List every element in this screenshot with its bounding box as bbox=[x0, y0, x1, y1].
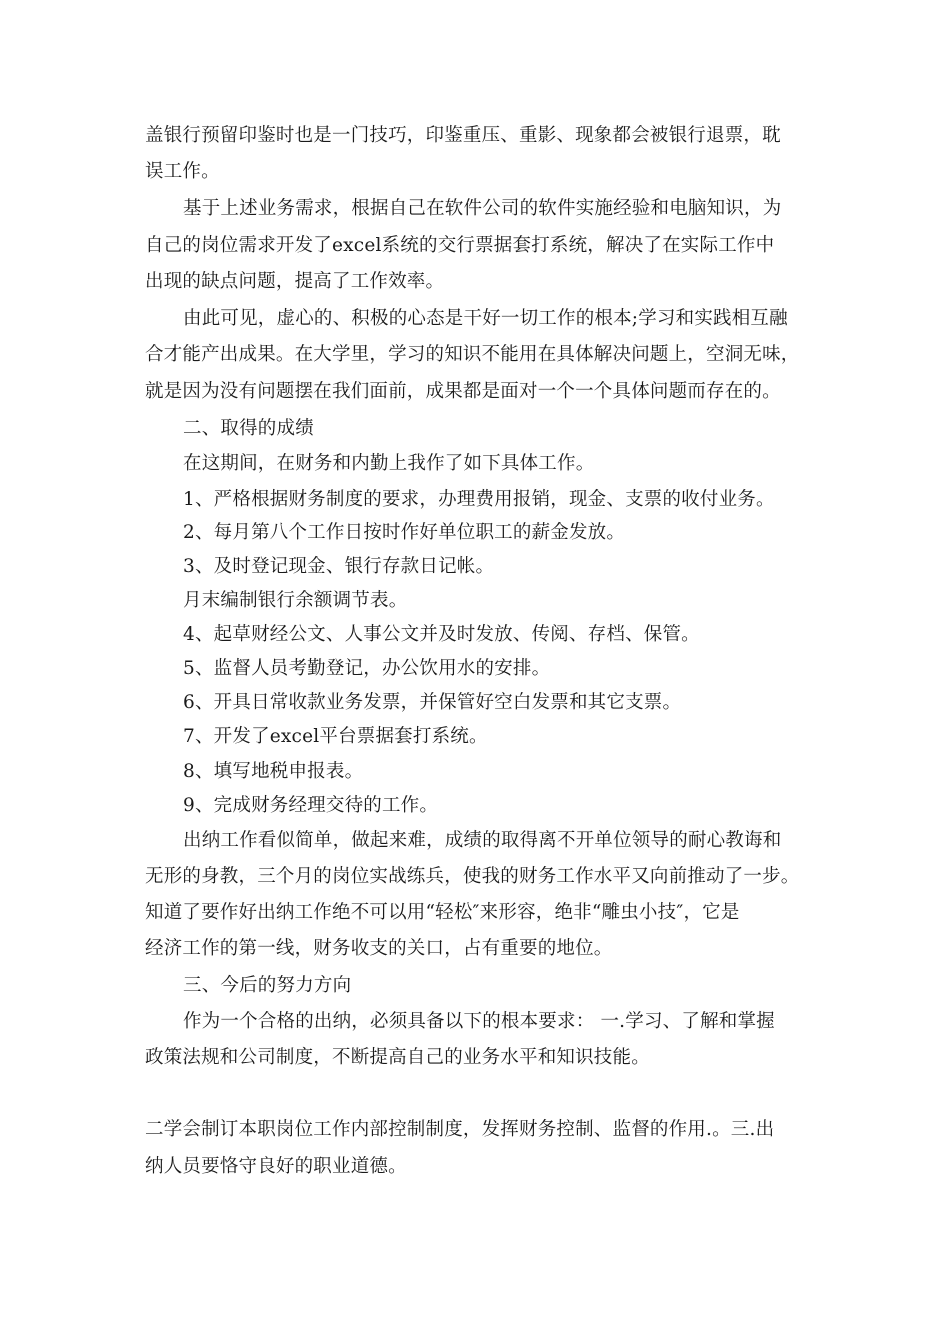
section-heading: 二、取得的成绩 bbox=[183, 418, 314, 439]
list-item: 9、完成财务经理交待的工作。 bbox=[183, 795, 439, 816]
list-item: 8、填写地税申报表。 bbox=[183, 761, 364, 782]
section-heading: 三、今后的努力方向 bbox=[183, 975, 352, 996]
list-item: 4、起草财经公文、人事公文并及时发放、传阅、存档、保管。 bbox=[183, 624, 700, 645]
list-item: 2、每月第八个工作日按时作好单位职工的薪金发放。 bbox=[183, 522, 626, 543]
paragraph-line: 经济工作的第一线，财务收支的关口，占有重要的地位。 bbox=[145, 938, 613, 959]
paragraph-line: 出纳工作看似简单，做起来难，成绩的取得离不开单位领导的耐心教诲和 bbox=[183, 830, 782, 851]
list-item: 3、及时登记现金、银行存款日记帐。 bbox=[183, 556, 495, 577]
paragraph-line: 政策法规和公司制度，不断提高自己的业务水平和知识技能。 bbox=[145, 1047, 650, 1068]
paragraph-line: 盖银行预留印鉴时也是一门技巧，印鉴重压、重影、现象都会被银行退票，耽 bbox=[145, 125, 781, 146]
paragraph-line: 由此可见，虚心的、积极的心态是干好一切工作的根本;学习和实践相互融 bbox=[183, 308, 788, 329]
paragraph-line: 就是因为没有问题摆在我们面前，成果都是面对一个一个具体问题而存在的。 bbox=[145, 381, 781, 402]
list-item: 6、开具日常收款业务发票，并保管好空白发票和其它支票。 bbox=[183, 692, 682, 713]
paragraph-line: 纳人员要恪守良好的职业道德。 bbox=[145, 1156, 407, 1177]
paragraph-line: 自己的岗位需求开发了excel系统的交行票据套打系统，解决了在实际工作中 bbox=[145, 235, 775, 256]
paragraph-line: 基于上述业务需求，根据自己在软件公司的软件实施经验和电脑知识，为 bbox=[183, 198, 782, 219]
list-item: 5、监督人员考勤登记，办公饮用水的安排。 bbox=[183, 658, 551, 679]
list-item: 7、开发了excel平台票据套打系统。 bbox=[183, 726, 488, 747]
paragraph-line: 在这期间，在财务和内勤上我作了如下具体工作。 bbox=[183, 453, 595, 474]
paragraph-line: 二学会制订本职岗位工作内部控制制度，发挥财务控制、监督的作用.。三.出 bbox=[145, 1119, 775, 1140]
paragraph-line: 出现的缺点问题，提高了工作效率。 bbox=[145, 271, 445, 292]
paragraph-line: 误工作。 bbox=[145, 161, 220, 182]
paragraph-line: 月末编制银行余额调节表。 bbox=[183, 590, 408, 611]
paragraph-line: 无形的身教，三个月的岗位实战练兵，使我的财务工作水平又向前推动了一步。 bbox=[145, 866, 800, 887]
paragraph-line: 合才能产出成果。在大学里，学习的知识不能用在具体解决问题上，空洞无味， bbox=[145, 344, 800, 365]
paragraph-line: 作为一个合格的出纳，必须具备以下的根本要求： 一.学习、了解和掌握 bbox=[183, 1011, 775, 1032]
paragraph-line: 知道了要作好出纳工作绝不可以用“轻松″来形容，绝非“雕虫小技″，它是 bbox=[145, 902, 740, 923]
list-item: 1、严格根据财务制度的要求，办理费用报销，现金、支票的收付业务。 bbox=[183, 489, 775, 510]
